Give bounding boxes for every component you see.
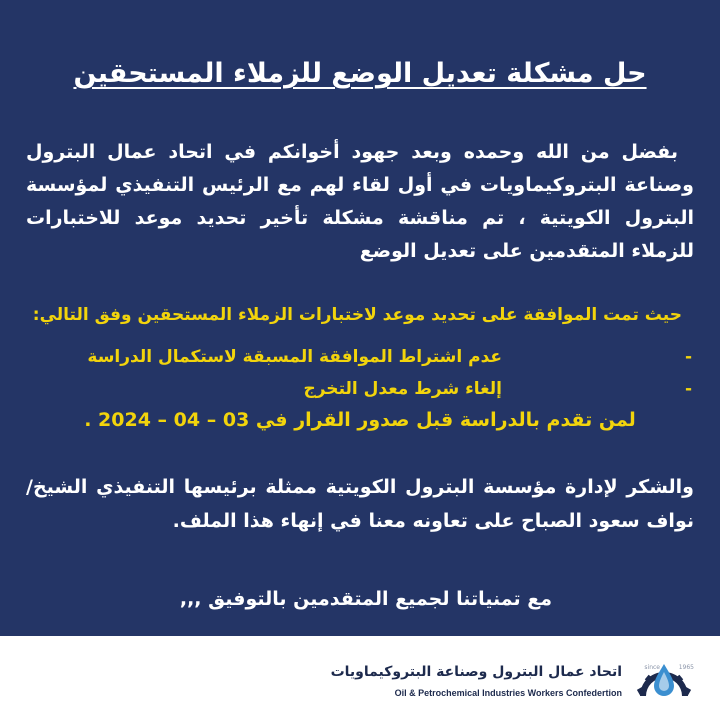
condition-dash: - [684, 379, 692, 399]
announcement-title: حل مشكلة تعديل الوضع للزملاء المستحقين [73, 58, 647, 90]
condition-text: إلغاء شرط معدل التخرج [303, 379, 502, 399]
condition-item [32, 376, 692, 402]
agreement-heading: حيث تمت الموافقة على تحديد موعد لاختبارات الزملاء المستحقين وفق التالي: [32, 305, 682, 325]
intro-paragraph [26, 136, 694, 268]
confederation-logo-icon [632, 650, 696, 710]
condition-text: عدم اشتراط الموافقة المسبقة لاستكمال الدراسة [87, 347, 502, 367]
since-label: since [644, 664, 660, 671]
closing-line: مع تمنياتنا لجميع المتقدمين بالتوفيق ,,, [179, 588, 552, 610]
founded-year: 1965 [678, 664, 694, 671]
eligibility-note: لمن تقدم بالدراسة قبل صدور القرار في 03 – 04 – 2024 . [84, 409, 636, 431]
org-name-english: Oil & Petrochemical Industries Workers Confedertion [394, 688, 622, 698]
org-name-arabic: اتحاد عمال البترول وصناعة البتروكيماويات [330, 664, 622, 680]
condition-item [32, 344, 692, 370]
thanks-paragraph: والشكر لإدارة مؤسسة البترول الكويتية ممثلة برئيسها التنفيذي الشيخ/نواف سعود الصباح على تعاونه معنا في إنهاء هذا الملف. [26, 476, 694, 532]
condition-dash: - [684, 347, 692, 367]
intro-paragraph-text: بفضل من الله وحمده وبعد جهود أخوانكم في اتحاد عمال البترول وصناعة البتروكيماويات في أول لقاء لهم مع الرئيس التنفيذي لمؤسسة البترول الكويتية ، تم مناقشة مشكلة تأخير تحديد موعد للاختبارات للزملاء المتقدمين على تعديل الوضع [26, 141, 694, 262]
